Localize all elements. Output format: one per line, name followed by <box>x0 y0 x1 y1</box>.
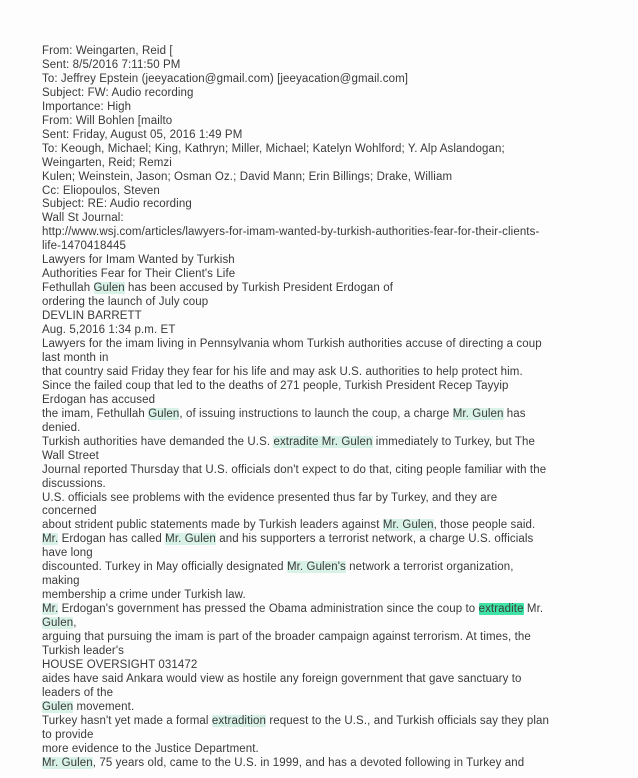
text-segment: , 75 years old, came to the U.S. in 1999, and has a devoted following in Turkey and <box>92 756 525 769</box>
text-segment: the imam, Fethullah <box>42 407 149 420</box>
document-line <box>42 464 620 478</box>
text-segment: network a terrorist organization, <box>345 561 514 574</box>
text-segment: Importance: High <box>42 100 132 113</box>
document-line <box>42 352 620 366</box>
document-line <box>42 296 620 310</box>
document-line <box>42 659 620 673</box>
text-segment: Erdogan has accused <box>42 393 156 406</box>
document-line <box>42 561 620 575</box>
document-line <box>42 143 620 157</box>
document-line <box>42 673 620 687</box>
document-line <box>42 715 620 729</box>
text-segment: about strident public statements made by Turkish leaders against <box>42 519 383 532</box>
text-segment: Kulen; Weinstein, Jason; Osman Oz.; David Mann; Erin Billings; Drake, William <box>42 170 453 183</box>
document-line <box>42 519 620 533</box>
highlighted-text: Mr. Gulen's <box>286 561 346 574</box>
text-segment: movement. <box>73 700 135 713</box>
document-line <box>42 198 620 212</box>
text-segment: http://www.wsj.com/articles/lawyers-for-imam-wanted-by-turkish-authorities-fear-for-their-clients- <box>42 226 540 239</box>
text-segment: Aug. 5,2016 1:34 p.m. ET <box>42 324 176 337</box>
document-line <box>42 701 620 715</box>
text-segment: concerned <box>42 505 97 518</box>
document-line <box>42 380 620 394</box>
document-line <box>42 115 620 129</box>
text-segment: , those people said. <box>433 519 536 532</box>
document-line <box>42 73 620 87</box>
document-line <box>42 310 620 324</box>
text-segment: arguing that pursuing the imam is part of the broader campaign against terrorism. At times, the <box>42 631 531 644</box>
document-line <box>42 617 620 631</box>
highlighted-text: Mr. <box>42 533 59 546</box>
text-segment: Wall Street <box>42 449 99 462</box>
document-line <box>42 59 620 73</box>
document-line <box>42 422 620 436</box>
document-line <box>42 338 620 352</box>
text-segment: more evidence to the Justice Department. <box>42 742 259 755</box>
document-line <box>42 268 620 282</box>
document-line <box>42 324 620 338</box>
text-segment: , <box>73 617 77 630</box>
document-line <box>42 129 620 143</box>
document-line <box>42 212 620 226</box>
text-segment: To: Keough, Michael; King, Kathryn; Miller, Michael; Katelyn Wohlford; Y. Alp Aslandogan; <box>42 142 505 155</box>
highlighted-text: Mr. Gulen <box>382 519 434 532</box>
document-line <box>42 743 620 757</box>
text-segment: making <box>42 575 80 588</box>
text-segment: and his supporters a terrorist network, a charge U.S. officials <box>215 533 534 546</box>
text-segment: Lawyers for the imam living in Pennsylvania whom Turkish authorities accuse of directing a coup <box>42 338 542 351</box>
document-line <box>42 394 620 408</box>
document-line <box>42 157 620 171</box>
document-line <box>42 450 620 464</box>
document-line <box>42 45 620 59</box>
document-line <box>42 603 620 617</box>
highlighted-text: extradite Mr. Gulen <box>273 435 373 448</box>
document-line <box>42 533 620 547</box>
text-segment: that country said Friday they fear for his life and may ask U.S. authorities to help protect him. <box>42 365 523 378</box>
document-line <box>42 436 620 450</box>
document-line <box>42 282 620 296</box>
text-segment: have long <box>42 547 93 560</box>
text-segment: Turkish authorities have demanded the U.S. <box>42 435 274 448</box>
text-segment: life-1470418445 <box>42 240 126 253</box>
document-line <box>42 366 620 380</box>
document-line <box>42 478 620 492</box>
text-segment: discussions. <box>42 477 106 490</box>
highlighted-text: Gulen <box>148 407 180 420</box>
document-line <box>42 757 620 771</box>
text-segment: has been accused by Turkish President Erdogan of <box>124 282 393 295</box>
highlighted-text: Mr. Gulen <box>452 407 504 420</box>
text-segment: denied. <box>42 421 81 434</box>
document-line <box>42 631 620 645</box>
document-line <box>42 687 620 701</box>
text-segment: Mr. <box>523 603 544 616</box>
highlighted-text: Gulen <box>42 617 74 630</box>
highlighted-text: Mr. Gulen <box>42 756 93 769</box>
text-segment: , of issuing instructions to launch the coup, a charge <box>179 407 453 420</box>
text-segment: Subject: FW: Audio recording <box>42 86 194 99</box>
text-segment: last month in <box>42 351 109 364</box>
highlighted-text: Mr. <box>42 603 59 616</box>
text-segment: immediately to Turkey, but The <box>372 435 535 448</box>
document-line <box>42 240 620 254</box>
text-segment: From: Weingarten, Reid [ <box>42 45 173 57</box>
document-line <box>42 645 620 659</box>
text-segment: has <box>503 407 526 420</box>
document-line <box>42 171 620 185</box>
text-segment: aides have said Ankara would view as hostile any foreign government that gave sanctuary to <box>42 672 522 685</box>
text-segment: Turkey hasn't yet made a formal <box>42 714 212 727</box>
document-text <box>42 45 620 771</box>
text-segment: Since the failed coup that led to the deaths of 271 people, Turkish President Recep Tayyip <box>42 379 509 392</box>
document-line <box>42 547 620 561</box>
document-line <box>42 729 620 743</box>
text-segment: Journal reported Thursday that U.S. officials don't expect to do that, citing people familiar with the <box>42 463 547 476</box>
text-segment: Erdogan has called <box>58 533 166 546</box>
text-segment: Sent: 8/5/2016 7:11:50 PM <box>42 58 181 71</box>
text-segment: Cc: Eliopoulos, Steven <box>42 184 160 197</box>
highlighted-text: Mr. Gulen <box>165 533 216 546</box>
highlighted-text: extradition <box>211 714 267 727</box>
text-segment: Fethullah <box>42 282 94 295</box>
highlighted-text: Gulen <box>93 282 125 295</box>
document-line <box>42 185 620 199</box>
document-line <box>42 87 620 101</box>
text-segment: request to the U.S., and Turkish officials say they plan <box>266 714 549 727</box>
text-segment: Authorities Fear for Their Client's Life <box>42 268 236 281</box>
text-segment: To: Jeffrey Epstein (jeeyacation@gmail.com) [jeeyacation@gmail.com] <box>42 72 409 85</box>
highlighted-text: Gulen <box>42 700 74 713</box>
text-segment: HOUSE OVERSIGHT 031472 <box>42 658 198 671</box>
text-segment: Lawyers for Imam Wanted by Turkish <box>42 254 235 267</box>
text-segment: Weingarten, Reid; Remzi <box>42 156 172 169</box>
text-segment: From: Will Bohlen [mailto <box>42 114 173 127</box>
document-line <box>42 226 620 240</box>
text-segment: to provide <box>42 728 94 741</box>
document-line <box>42 254 620 268</box>
text-segment: discounted. Turkey in May officially designated <box>42 561 287 574</box>
document-line <box>42 589 620 603</box>
document-line <box>42 101 620 115</box>
highlighted-text: extradite <box>478 603 524 616</box>
document-line <box>42 505 620 519</box>
document-line <box>42 492 620 506</box>
document-line <box>42 575 620 589</box>
text-segment: U.S. officials see problems with the evidence presented thus far by Turkey, and they are <box>42 491 498 504</box>
text-segment: Turkish leader's <box>42 644 124 657</box>
text-segment: Sent: Friday, August 05, 2016 1:49 PM <box>42 128 243 141</box>
text-segment: leaders of the <box>42 686 114 699</box>
text-segment: DEVLIN BARRETT <box>42 310 142 323</box>
text-segment: membership a crime under Turkish law. <box>42 589 246 602</box>
document-line <box>42 408 620 422</box>
text-segment: Subject: RE: Audio recording <box>42 198 192 211</box>
text-segment: Erdogan's government has pressed the Obama administration since the coup to <box>58 603 479 616</box>
text-segment: Wall St Journal: <box>42 212 124 225</box>
text-segment: ordering the launch of July coup <box>42 296 209 309</box>
